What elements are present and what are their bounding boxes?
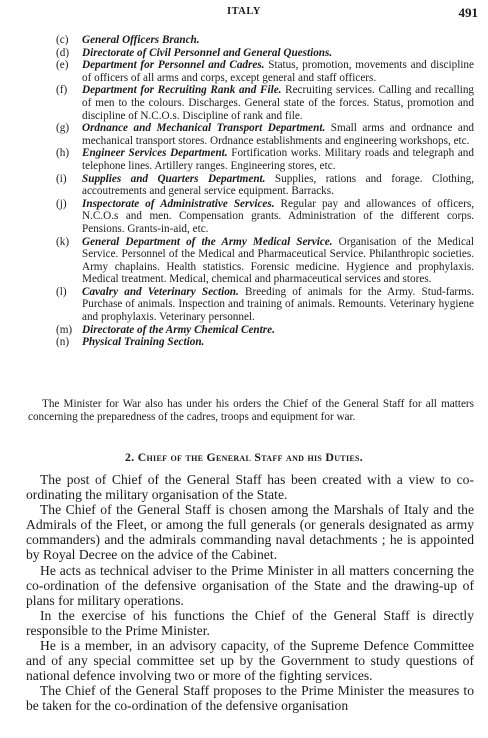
- item-heading: Inspectorate of Administrative Services.: [82, 197, 275, 210]
- item-heading: Cavalry and Veterinary Section.: [82, 285, 239, 298]
- running-head-title: ITALY: [226, 6, 261, 17]
- item-text: Breeding of animals for the Army. Stud-farms. Purchase of animals. Inspection and training of animals. Remounts. Veterinary hygiene and prophylaxis. Veterinary personnel.: [82, 285, 475, 324]
- item-heading: Directorate of the Army Chemical Centre.: [82, 323, 275, 336]
- item-label: (e): [56, 59, 69, 72]
- item-heading: Department for Recruiting Rank and File.: [82, 84, 282, 97]
- item-heading: Physical Training Section.: [82, 336, 205, 349]
- department-list: [0, 34, 488, 349]
- item-label: (m): [56, 323, 73, 336]
- item-heading: Directorate of Civil Personnel and General Questions.: [82, 46, 333, 59]
- list-item: [0, 147, 488, 172]
- paragraph: He acts as technical adviser to the Prime Minister in all matters concerning the co-ordination of the defensive organisation of the State and the drawing-up of plans for military operations.: [26, 562, 474, 608]
- item-label: (k): [56, 235, 70, 248]
- item-label: (c): [56, 34, 69, 46]
- paragraph: The Chief of the General Staff is chosen among the Marshals of Italy and the Admirals of the Fleet, or among the full generals (or generals designated as army commanders) and the admirals commanding naval detachments ; he is appointed by Royal Decree on the advice of the Cabinet.: [26, 502, 474, 563]
- section-body: [26, 472, 474, 714]
- list-item: [0, 122, 488, 147]
- item-label: (d): [56, 46, 70, 59]
- item-label: (h): [56, 147, 70, 160]
- list-item: [0, 59, 488, 84]
- item-heading: Department for Personnel and Cadres.: [82, 59, 265, 72]
- list-item: [0, 286, 488, 324]
- item-label: (g): [56, 122, 70, 135]
- list-item: [0, 47, 488, 60]
- paragraph: In the exercise of his functions the Chief of the General Staff is directly responsible to the Prime Minister.: [26, 607, 474, 638]
- item-text: Supplies, rations and forage. Clothing, accoutrements and general service equipment. Barracks.: [82, 172, 474, 198]
- item-heading: Engineer Services Department.: [82, 147, 228, 160]
- paragraph: He is a member, in an advisory capacity, of the Supreme Defence Committee and of any special committee set up by the Government to study questions of national defence involving two or more of the fighting services.: [26, 638, 474, 684]
- section-heading: 2. Chief of the General Staff and his Duties.: [125, 450, 363, 464]
- item-heading: Ordnance and Mechanical Transport Department.: [82, 122, 326, 135]
- item-text: Fortification works. Military roads and telegraph and telephone lines. Artillery ranges. Engineering stores, etc.: [82, 147, 474, 172]
- item-text: Recruiting services. Calling and recalling of men to the colours. Discharges. General state of the forces. Status, promotion and discipline of N.C.O.s. Discipline of rank and file.: [82, 84, 475, 122]
- list-item: [0, 336, 488, 349]
- item-label: (j): [56, 197, 67, 210]
- running-head: [0, 6, 488, 22]
- item-heading: General Department of the Army Medical Service.: [82, 235, 333, 248]
- item-label: (n): [56, 336, 70, 349]
- item-label: (l): [56, 285, 67, 298]
- list-item: [0, 173, 488, 198]
- item-heading: General Officers Branch.: [82, 34, 200, 46]
- item-label: (f): [56, 84, 68, 97]
- item-text: Regular pay and allowances of officers, N.C.O.s and men. Compensation grants. Administration of the different corps. Pensions. Grants-in-aid, etc.: [82, 197, 475, 235]
- item-text: Small arms and ordnance and mechanical transport stores. Ordnance establishments and engineering workshops, etc.: [82, 122, 475, 147]
- list-item: [0, 324, 488, 337]
- item-heading: Supplies and Quarters Department.: [82, 172, 266, 185]
- item-text: Status, promotion, movements and discipline of officers of all arms and corps, except general and staff officers.: [82, 59, 474, 84]
- minister-note: The Minister for War also has under his orders the Chief of the General Staff for all matters concerning the preparedness of the cadres, troops and equipment for war.: [28, 398, 474, 423]
- list-item: [0, 34, 488, 47]
- list-item: [0, 84, 488, 122]
- paragraph: The post of Chief of the General Staff has been created with a view to co-ordinating the military organisation of the State.: [26, 472, 474, 503]
- item-text: Organisation of the Medical Service. Personnel of the Medical and Pharmaceutical Service. Philanthropic societies. Army chaplains. Health statistics. Forensic medicine. Hygience and prophylaxis. Medical treatment. Medical, chemical and pharmaceutical services and stores.: [82, 235, 474, 286]
- page-number: 491: [458, 5, 478, 20]
- paragraph: The Chief of the General Staff proposes to the Prime Minister the measures to be taken for the co-ordination of the defensive organisation: [26, 683, 474, 714]
- list-item: [0, 198, 488, 236]
- list-item: [0, 236, 488, 286]
- item-label: (i): [56, 172, 67, 185]
